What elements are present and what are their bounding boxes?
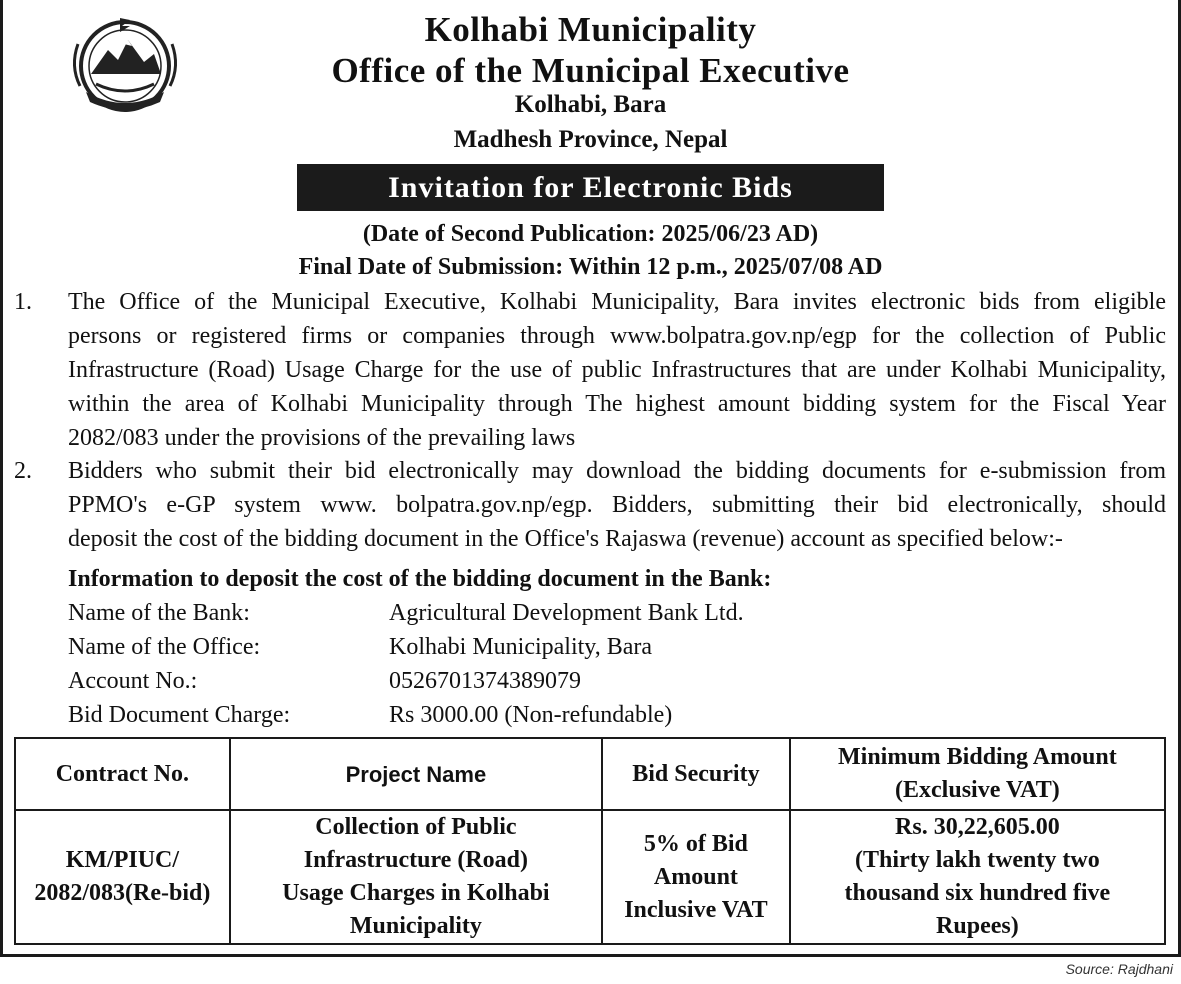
paragraph-line: Bidders who submit their bid electronically may download the bidding documents for e-submission from <box>68 458 1166 484</box>
paragraph-line: The Office of the Municipal Executive, Kolhabi Municipality, Bara invites electronic bids from eligible <box>68 289 1166 315</box>
paragraph-number: 1. <box>14 289 32 315</box>
bank-row-value: Agricultural Development Bank Ltd. <box>389 600 744 626</box>
paragraph-line: Infrastructure (Road) Usage Charge for the use of public Infrastructures that are under Kolhabi Municipality, <box>68 357 1166 383</box>
header-project-name: Project Name <box>230 738 602 810</box>
bank-row-label: Name of the Bank: <box>68 600 250 626</box>
office-name: Office of the Municipal Executive <box>331 51 850 90</box>
header-minimum-line: Minimum Bidding Amount <box>838 744 1117 770</box>
municipality-name: Kolhabi Municipality <box>424 10 757 49</box>
paragraph-line: PPMO's e-GP system www. bolpatra.gov.np/egp. Bidders, submitting their bid electronically, should <box>68 492 1166 518</box>
source-credit: Source: Rajdhani <box>1065 961 1173 977</box>
bank-row-label: Name of the Office: <box>68 634 261 660</box>
header-bid-security: Bid Security <box>602 738 790 810</box>
table-header-row <box>15 738 1165 810</box>
cell-line: Usage Charges in Kolhabi <box>282 880 550 906</box>
bank-row-value: 0526701374389079 <box>389 668 581 694</box>
cell-line: Municipality <box>349 913 482 939</box>
cell-contract-no <box>15 810 230 944</box>
paragraph-line: persons or registered firms or companies through www.bolpatra.gov.np/egp for the collection of Public <box>68 323 1166 349</box>
paragraph-2 <box>68 454 1166 556</box>
header-minimum-amount <box>790 738 1165 810</box>
cell-line: (Thirty lakh twenty two <box>855 847 1100 873</box>
cell-line: 5% of Bid <box>643 830 748 857</box>
cell-line: Amount <box>653 863 738 890</box>
cell-line: KM/PIUC/ <box>65 847 180 873</box>
cell-minimum-amount <box>790 810 1165 944</box>
bank-row-value: Rs 3000.00 (Non-refundable) <box>389 702 673 728</box>
cell-line: Collection of Public <box>315 814 517 840</box>
cell-line: 2082/083(Re-bid) <box>34 880 211 906</box>
cell-line: Inclusive VAT <box>624 896 768 923</box>
bank-row-label: Bid Document Charge: <box>68 702 291 728</box>
notice-banner: Invitation for Electronic Bids <box>297 164 884 211</box>
header-contract-no: Contract No. <box>15 738 230 810</box>
header-minimum-line: (Exclusive VAT) <box>895 777 1060 803</box>
cell-line: Rs. 30,22,605.00 <box>895 814 1060 840</box>
submission-deadline: Final Date of Submission: Within 12 p.m., 2025/07/08 AD <box>298 254 883 280</box>
bid-table <box>14 737 1166 945</box>
cell-line: thousand six hundred five <box>844 880 1111 906</box>
table-row <box>15 810 1165 944</box>
bank-info-heading: Information to deposit the cost of the bidding document in the Bank: <box>68 566 772 592</box>
cell-project-name <box>230 810 602 944</box>
paragraph-number: 2. <box>14 458 32 484</box>
paragraph-line: deposit the cost of the bidding document in the Office's Rajaswa (revenue) account as specified below:- <box>68 526 1063 552</box>
cell-bid-security <box>602 810 790 944</box>
bank-row-value: Kolhabi Municipality, Bara <box>389 634 653 660</box>
address-line-2: Madhesh Province, Nepal <box>453 126 728 153</box>
bank-row-label: Account No.: <box>68 668 198 694</box>
publication-date: (Date of Second Publication: 2025/06/23 AD) <box>362 221 819 247</box>
cell-line: Rupees) <box>936 913 1019 939</box>
paragraph-line: 2082/083 under the provisions of the prevailing laws <box>68 425 576 451</box>
paragraph-1 <box>68 285 1166 455</box>
paragraph-line: within the area of Kolhabi Municipality through The highest amount bidding system for the Fiscal Year <box>68 391 1166 417</box>
address-line-1: Kolhabi, Bara <box>514 91 667 118</box>
cell-line: Infrastructure (Road) <box>303 847 528 873</box>
